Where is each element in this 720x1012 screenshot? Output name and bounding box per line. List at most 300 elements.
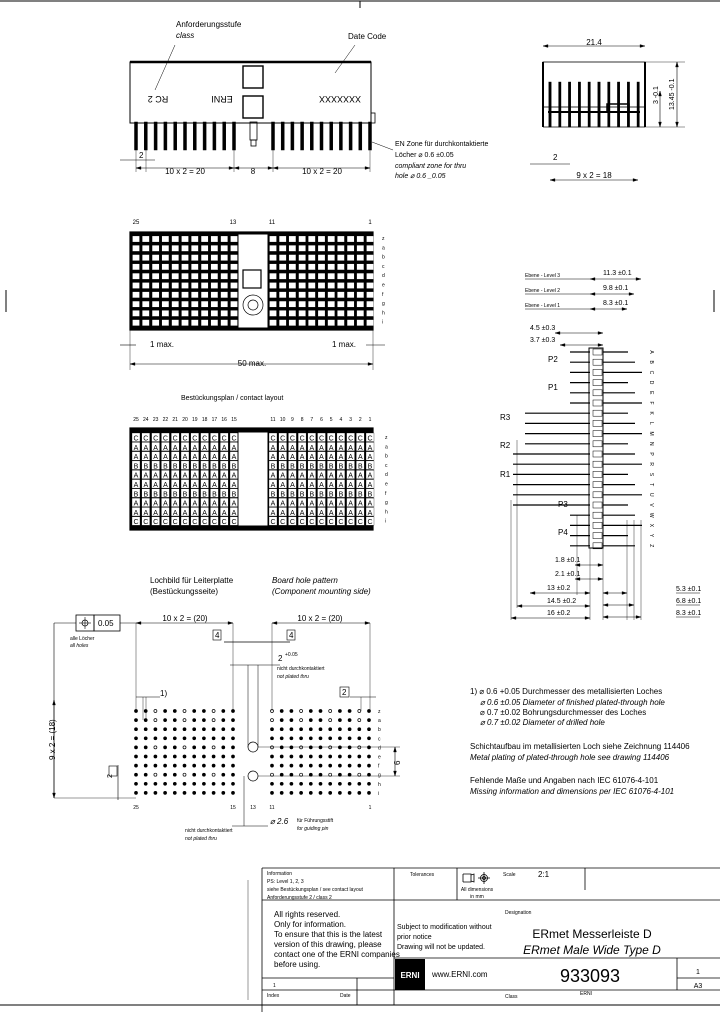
contact-type: A (290, 509, 295, 517)
contact-type: B (192, 491, 198, 499)
date-code-marking: XXXXXXX (318, 94, 362, 104)
profile-contact (593, 441, 602, 447)
board-hole (164, 764, 167, 767)
contact-type: C (280, 519, 286, 527)
contact-cell (191, 273, 198, 279)
contact-type: B (153, 463, 158, 471)
dim-side-pitch: 2 (553, 153, 558, 162)
contact-cell (289, 310, 296, 316)
contact-type: C (211, 435, 217, 443)
contact-type: B (367, 491, 373, 499)
board-hole (280, 710, 283, 713)
dim-width: 21.4 (586, 38, 602, 47)
layout-col-label: 6 (320, 417, 323, 423)
en-zone-line4: hole ⌀ 0.6 _0.05 (395, 173, 446, 180)
contact-type: A (182, 454, 188, 462)
board-hole (329, 737, 332, 740)
contact-type: A (338, 472, 344, 480)
contact-cell (211, 310, 218, 316)
board-hole (164, 710, 167, 713)
contact-type: C (367, 519, 373, 527)
info-line: Anforderungsstufe 2 / class 2 (267, 895, 332, 901)
contact-cell (328, 236, 335, 242)
side-pin (588, 82, 590, 127)
contact-cell (172, 301, 179, 307)
board-hole (135, 737, 138, 740)
contact-cell (191, 264, 198, 270)
board-hole (329, 782, 332, 785)
dim-right: 10 x 2 = 20 (302, 167, 342, 176)
contact-type: A (133, 454, 139, 462)
contact-cell (347, 320, 354, 326)
drawing-number: 933093 (559, 966, 621, 986)
layout-col-label: 3 (349, 417, 352, 423)
contact-type: B (328, 491, 334, 499)
contact-type: C (162, 435, 168, 443)
board-hole (193, 746, 196, 749)
contact-cell (299, 245, 306, 251)
profile-contact (593, 451, 602, 457)
contact-group-label: P4 (558, 528, 568, 537)
contact-type: A (367, 444, 373, 452)
contact-cell (289, 283, 296, 289)
designation-label: Designation (505, 910, 532, 916)
note-line: Fehlende Maße und Angaben nach IEC 61076-4-101 (470, 776, 659, 785)
contact-pin (272, 122, 275, 150)
contact-type: C (318, 435, 325, 443)
contact-cell (347, 273, 354, 279)
contact-cell (211, 245, 218, 251)
contact-type: A (182, 444, 188, 452)
contact-cell (308, 320, 315, 326)
rights-line: before using. (274, 960, 321, 969)
date-code-label: Date Code (348, 32, 387, 41)
profile-contact (593, 482, 602, 488)
board-hole (280, 755, 283, 758)
layout-col-label: 5 (329, 417, 333, 423)
contact-type: A (357, 454, 363, 462)
contact-cell (328, 245, 335, 251)
contact-type: C (367, 435, 373, 443)
contact-type: A (202, 454, 207, 462)
board-hole (319, 791, 322, 794)
date-label: Date (340, 993, 351, 999)
contact-cell (318, 273, 325, 279)
layout-row-label: z (385, 435, 388, 441)
contact-type: B (231, 463, 237, 471)
plan-row-label: g (382, 301, 385, 308)
contact-cell (347, 301, 354, 307)
contact-cell (318, 292, 325, 298)
contact-type: A (153, 509, 158, 517)
contact-cell (133, 255, 140, 261)
contact-cell (299, 264, 306, 270)
contact-type: A (182, 500, 188, 508)
contact-type: A (212, 509, 217, 517)
contact-cell (289, 301, 296, 307)
contact-cell (279, 255, 286, 261)
contact-type: A (231, 482, 237, 489)
contact-type: A (221, 482, 227, 489)
layout-col-label: 7 (310, 417, 314, 423)
contact-cell (172, 310, 179, 316)
board-hole (183, 755, 186, 758)
profile-row-letter: S (648, 472, 654, 477)
layout-row-label: d (385, 472, 388, 479)
contact-type: A (212, 472, 217, 480)
contact-cell (191, 255, 198, 261)
board-hole (271, 764, 274, 767)
contact-type: A (338, 444, 344, 452)
contact-cell (367, 264, 374, 270)
contact-cell (231, 245, 238, 251)
contact-cell (211, 283, 218, 289)
contact-type: C (338, 519, 344, 527)
layout-col-label: 11 (270, 417, 276, 423)
board-hole (309, 791, 312, 794)
contact-type: A (338, 500, 344, 508)
contact-pin (164, 122, 167, 150)
contact-pin (330, 122, 333, 150)
contact-cell (357, 245, 364, 251)
info-line: Information (267, 871, 293, 877)
contact-type: B (143, 463, 149, 471)
contact-cell (308, 264, 315, 270)
contact-cell (152, 310, 159, 316)
board-hole (358, 710, 361, 713)
projection-icon (463, 872, 490, 884)
contact-type: A (172, 444, 178, 452)
title-en: ERmet Male Wide Type D (523, 943, 661, 957)
contact-type: A (202, 444, 207, 452)
profile-row-letter: E (648, 391, 654, 395)
board-hole (222, 782, 225, 785)
contact-type: B (357, 491, 363, 499)
board-hole (338, 746, 341, 749)
contact-type: C (221, 435, 227, 443)
dim-center: 8 (250, 167, 256, 176)
contact-cell (289, 320, 296, 326)
board-hole (329, 728, 332, 731)
board-hole (164, 728, 167, 731)
contact-cell (201, 310, 208, 316)
front-view (139, 20, 488, 180)
plan-row-label: i (382, 319, 384, 326)
board-hole (309, 764, 312, 767)
contact-type: C (357, 435, 363, 443)
dim-top: 4.5 ±0.3 (530, 325, 556, 332)
board-hole (144, 791, 147, 794)
contact-cell (328, 292, 335, 298)
board-hole (319, 710, 322, 713)
contact-cell (328, 301, 335, 307)
contact-type: C (133, 435, 139, 443)
contact-pin (233, 122, 236, 150)
contact-type: B (202, 463, 207, 471)
contact-type: A (290, 444, 295, 452)
board-hole (154, 791, 157, 794)
contact-cell (142, 310, 149, 316)
contact-type: A (172, 472, 178, 480)
board-hole (368, 719, 371, 722)
board-hole (271, 782, 274, 785)
board-hole (202, 773, 205, 776)
contact-type: A (290, 500, 295, 508)
contact-cell (347, 245, 354, 251)
contact-type: A (309, 444, 315, 452)
contact-type: A (192, 500, 198, 508)
contact-type: A (309, 482, 315, 489)
contact-type: C (231, 435, 237, 443)
contact-type: A (221, 454, 227, 462)
board-hole (358, 782, 361, 785)
contact-pin (349, 122, 352, 150)
board-hole (183, 728, 186, 731)
board-hole (329, 755, 332, 758)
contact-cell (211, 320, 218, 326)
hole-row-label: i (378, 790, 380, 797)
layout-row-label: f (385, 490, 387, 497)
guide-hole-lower (248, 771, 258, 781)
level-dim: 9.8 ±0.1 (603, 285, 629, 292)
hole-row-label: g (378, 772, 381, 779)
contact-type: A (212, 500, 217, 508)
contact-type: A (280, 482, 286, 489)
dim-length: 50 max. (237, 359, 267, 368)
side-pin (637, 82, 639, 127)
contact-cell (308, 245, 315, 251)
board-hole (358, 755, 361, 758)
contact-cell (347, 292, 354, 298)
contact-cell (318, 245, 325, 251)
board-hole (135, 773, 138, 776)
contact-pin (301, 122, 304, 150)
contact-cell (191, 283, 198, 289)
hole-row-label: d (378, 745, 381, 752)
contact-type: C (221, 519, 227, 527)
plan-row-label: z (382, 236, 385, 242)
contact-type: A (319, 454, 324, 462)
profile-contact (593, 512, 602, 518)
contact-type: A (133, 482, 139, 489)
contact-type: A (348, 472, 353, 480)
board-hole (329, 710, 332, 713)
board-hole (135, 764, 138, 767)
contact-type: A (221, 509, 227, 517)
side-pin (578, 82, 580, 127)
board-hole (164, 782, 167, 785)
contact-type: B (319, 491, 324, 499)
board-hole (154, 719, 157, 722)
board-hole (135, 719, 138, 722)
board-hole (193, 782, 196, 785)
layout-col-label: 25 (133, 417, 139, 423)
contact-cell (299, 301, 306, 307)
dim-span: 9 x 2 = 18 (576, 171, 612, 180)
contact-type: C (328, 435, 334, 443)
board-hole (232, 755, 235, 758)
contact-cell (221, 283, 228, 289)
contact-cell (162, 320, 169, 326)
contact-type: A (348, 482, 353, 489)
contact-type: B (163, 463, 168, 471)
note-line: ⌀ 0.7 ±0.02 Bohrungsdurchmesser des Loches (480, 708, 647, 717)
contact-cell (299, 310, 306, 316)
contact-type: B (172, 463, 178, 471)
board-hole (135, 746, 138, 749)
board-hole (154, 773, 157, 776)
dim-2-right: 2 (342, 688, 347, 697)
contact-cell (308, 283, 315, 289)
contact-cell (318, 283, 325, 289)
board-hole (280, 737, 283, 740)
board-hole (271, 791, 274, 794)
contact-type: A (163, 509, 168, 517)
units-line: All dimensions (460, 887, 494, 893)
tolerances-label: Tolerances (410, 872, 435, 878)
contact-cell (133, 310, 140, 316)
contact-type: A (357, 472, 363, 480)
leader-date-code (335, 45, 355, 73)
contact-cell (182, 245, 189, 251)
layout-row-label: a (385, 444, 388, 451)
board-hole (358, 719, 361, 722)
contact-cell (318, 320, 325, 326)
contact-cell (231, 301, 238, 307)
board-hole (193, 791, 196, 794)
board-hole (202, 728, 205, 731)
board-hole (309, 710, 312, 713)
dim-top: 3.7 ±0.3 (530, 337, 556, 344)
note-line: 1) ⌀ 0.6 +0.05 Durchmesser des metallisierten Loches (470, 687, 663, 696)
contact-cell (152, 292, 159, 298)
layout-row-label: e (385, 481, 388, 488)
contact-cell (211, 301, 218, 307)
contact-type: C (318, 519, 325, 527)
contact-cell (191, 301, 198, 307)
board-hole (300, 764, 303, 767)
contact-cell (142, 236, 149, 242)
contact-type: A (182, 509, 188, 517)
contact-type: A (319, 509, 324, 517)
contact-cell (142, 292, 149, 298)
dim-bottom-left: 1.8 ±0.1 (555, 557, 581, 564)
contact-type: C (172, 435, 178, 443)
logo-text: ERNI (400, 971, 420, 980)
contact-cell (279, 236, 286, 242)
contact-cell (337, 292, 344, 298)
dim-h1: 3 -0.1 (653, 86, 660, 104)
contact-type: C (348, 435, 354, 443)
contact-type: C (289, 435, 295, 443)
contact-cell (162, 245, 169, 251)
board-hole (348, 728, 351, 731)
contact-type: B (202, 491, 207, 499)
board-hole (232, 782, 235, 785)
board-hole (280, 719, 283, 722)
contact-cell (270, 292, 277, 298)
contact-cell (201, 236, 208, 242)
contact-cell (337, 310, 344, 316)
contact-type: A (357, 500, 363, 508)
contact-type: B (348, 463, 353, 471)
contact-type: A (231, 472, 237, 480)
contact-cell (142, 320, 149, 326)
contact-type: A (309, 509, 315, 517)
board-hole (358, 764, 361, 767)
profile-contact (593, 461, 602, 467)
board-hole (135, 755, 138, 758)
contact-cell (318, 236, 325, 242)
board-hole (183, 719, 186, 722)
board-hole (280, 728, 283, 731)
en-zone-line1: EN Zone für durchkontaktierte (395, 141, 489, 148)
contact-cell (182, 236, 189, 242)
contact-cell (182, 283, 189, 289)
contact-cell (367, 283, 374, 289)
board-hole (309, 755, 312, 758)
board-hole (368, 791, 371, 794)
contact-type: A (338, 509, 344, 517)
hole-row-label: f (378, 763, 380, 770)
contact-type: A (367, 509, 373, 517)
board-hole (154, 710, 157, 713)
board-hole (222, 746, 225, 749)
contact-type: A (182, 482, 188, 489)
board-hole (173, 782, 176, 785)
contact-cell (182, 292, 189, 298)
plan-row-label: f (382, 291, 384, 298)
board-hole (290, 755, 293, 758)
board-hole (154, 728, 157, 731)
window-upper (243, 66, 263, 88)
contact-pin (203, 122, 206, 150)
level-label: Ebene - Level 2 (525, 288, 561, 294)
contact-cell (367, 320, 374, 326)
contact-type: B (212, 491, 217, 499)
layout-col-label: 21 (172, 417, 178, 423)
contact-cell (308, 301, 315, 307)
contact-cell (152, 301, 159, 307)
contact-type: C (211, 519, 217, 527)
contact-cell (337, 301, 344, 307)
board-hole (222, 764, 225, 767)
contact-cell (152, 264, 159, 270)
hole-dim-left: 10 x 2 = (20) (162, 614, 208, 623)
contact-cell (270, 245, 277, 251)
rights-line: To ensure that this is the latest (274, 930, 383, 939)
contact-cell (231, 320, 238, 326)
contact-type: B (338, 491, 344, 499)
layout-row-label: b (385, 453, 388, 460)
contact-cell (279, 264, 286, 270)
contact-type: A (319, 500, 324, 508)
contact-type: C (202, 519, 208, 527)
contact-cell (337, 264, 344, 270)
plan-col-label: 1 (368, 220, 372, 226)
contact-type: B (299, 463, 305, 471)
contact-cell (152, 236, 159, 242)
contact-pin (213, 122, 216, 150)
contact-type: B (270, 463, 276, 471)
board-hole (232, 764, 235, 767)
board-hole (193, 755, 196, 758)
board-hole (329, 746, 332, 749)
contact-pin (174, 122, 177, 150)
en-zone-line3: compliant zone for thru (395, 163, 467, 170)
contact-cell (191, 292, 198, 298)
all-holes-de: alle Löcher (70, 636, 95, 642)
